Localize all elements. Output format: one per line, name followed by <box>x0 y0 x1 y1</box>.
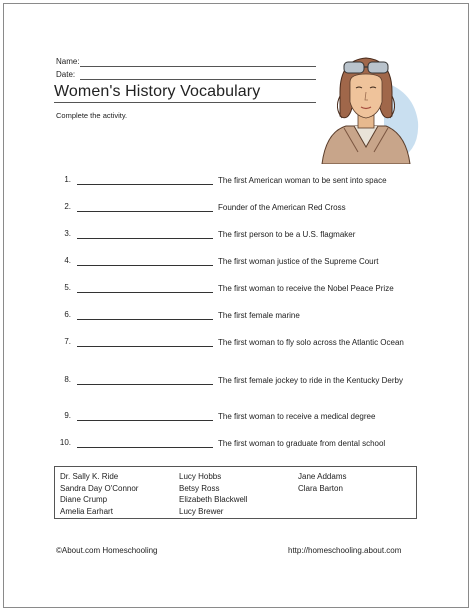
answer-blank[interactable] <box>77 346 213 347</box>
question-number: 10. <box>59 438 71 447</box>
question-number: 5. <box>64 283 71 292</box>
question-number: 3. <box>64 229 71 238</box>
question-clue: The first woman to receive the Nobel Peace Prize <box>218 284 394 293</box>
instructions: Complete the activity. <box>56 111 128 120</box>
answer-blank[interactable] <box>77 184 213 185</box>
question-number: 2. <box>64 202 71 211</box>
word-bank <box>54 466 417 519</box>
question-number: 8. <box>64 375 71 384</box>
question-number: 9. <box>64 411 71 420</box>
answer-blank[interactable] <box>77 384 213 385</box>
word-bank-item: Clara Barton <box>298 483 343 493</box>
answer-blank[interactable] <box>77 238 213 239</box>
question-number: 7. <box>64 337 71 346</box>
question-clue: The first female marine <box>218 311 300 320</box>
question-clue: The first female jockey to ride in the Kentucky Derby <box>218 376 403 385</box>
word-bank-item: Lucy Brewer <box>179 507 224 517</box>
word-bank-column <box>60 471 138 518</box>
date-label: Date: <box>56 70 76 79</box>
word-bank-item: Dr. Sally K. Ride <box>60 472 119 481</box>
footer-url[interactable]: http://homeschooling.about.com <box>288 546 402 555</box>
name-label: Name: <box>56 57 80 66</box>
title-underline <box>54 102 316 103</box>
word-bank-column <box>298 471 346 494</box>
page-title: Women's History Vocabulary <box>54 83 261 100</box>
word-bank-item: Amelia Earhart <box>60 507 113 517</box>
aviator-illustration <box>314 52 420 164</box>
word-bank-item: Sandra Day O'Connor <box>60 483 139 493</box>
question-clue: The first woman to fly solo across the Atlantic Ocean <box>218 338 404 347</box>
answer-blank[interactable] <box>77 319 213 320</box>
question-clue: The first woman justice of the Supreme Court <box>218 257 379 266</box>
answer-blank[interactable] <box>77 292 213 293</box>
answer-blank[interactable] <box>77 420 213 421</box>
question-clue: The first woman to receive a medical degree <box>218 412 376 421</box>
word-bank-item: Lucy Hobbs <box>179 472 222 481</box>
question-number: 1. <box>64 175 71 184</box>
word-bank-item: Betsy Ross <box>179 483 220 493</box>
word-bank-item: Diane Crump <box>60 495 108 505</box>
question-clue: The first person to be a U.S. flagmaker <box>218 230 356 239</box>
question-clue: The first woman to graduate from dental school <box>218 439 386 448</box>
answer-blank[interactable] <box>77 211 213 212</box>
word-bank-item: Elizabeth Blackwell <box>179 495 248 505</box>
date-line[interactable] <box>80 79 316 80</box>
question-number: 6. <box>64 310 71 319</box>
word-bank-column <box>179 471 247 518</box>
question-number: 4. <box>64 256 71 265</box>
question-clue: Founder of the American Red Cross <box>218 203 346 212</box>
footer-copyright: ©About.com Homeschooling <box>56 546 158 555</box>
name-line[interactable] <box>80 66 316 67</box>
word-bank-item: Jane Addams <box>298 472 347 481</box>
question-clue: The first American woman to be sent into space <box>218 176 387 185</box>
answer-blank[interactable] <box>77 265 213 266</box>
answer-blank[interactable] <box>77 447 213 448</box>
